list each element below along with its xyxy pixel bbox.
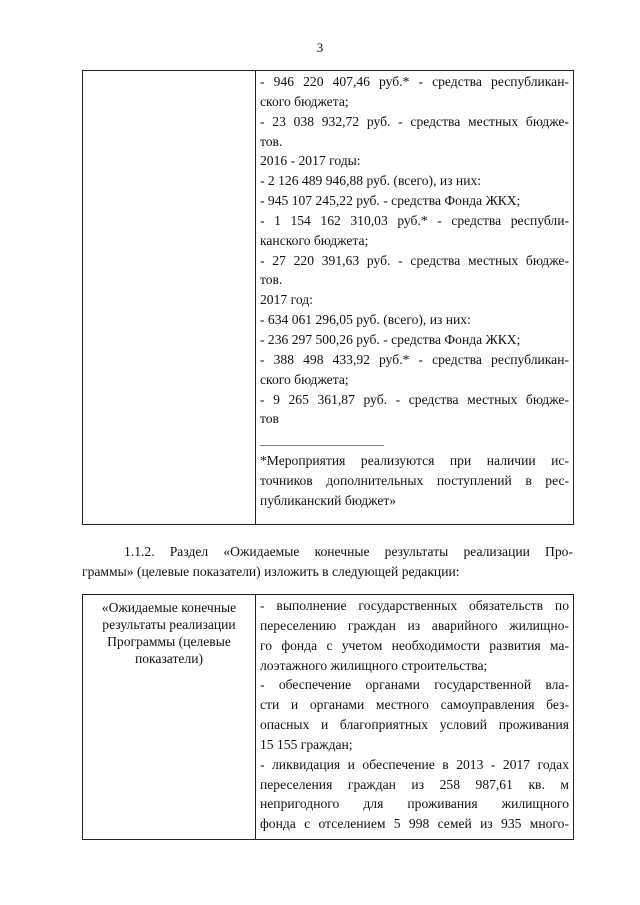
funding-line: - 634 061 296,05 руб. (всего), из них: xyxy=(260,312,471,328)
footnote xyxy=(256,450,573,511)
results-line: непригодного для проживания жилищного xyxy=(260,796,569,812)
section-title-line: «Ожидаемые конечные xyxy=(101,600,237,615)
footnote-line: публиканский бюджет» xyxy=(260,492,397,508)
footnote-line: *Мероприятия реализуются при наличии ис- xyxy=(260,453,569,469)
section-title-line: результаты реализации xyxy=(102,617,236,632)
paragraph-line: 1.1.2. Раздел «Ожидаемые конечные результаты реализации Про- xyxy=(124,544,573,559)
table-left-cell xyxy=(83,71,256,525)
funding-line: 2016 - 2017 годы: xyxy=(260,153,361,169)
funding-line: тов xyxy=(260,411,279,427)
paragraph-line: граммы» (целевые показатели) изложить в следующей редакции: xyxy=(82,564,460,579)
table-row xyxy=(83,595,574,840)
results-line: опасных и благоприятных условий проживания xyxy=(260,717,569,733)
results-line: переселению граждан из аварийного жилищно- xyxy=(260,617,569,633)
funding-line: - 23 038 932,72 руб. - средства местных бюдже- xyxy=(260,113,569,129)
funding-line: канского бюджета; xyxy=(260,232,369,248)
results-line: - обеспечение органами государственной вла- xyxy=(260,677,569,693)
results-line: сти и органами местного самоуправления без- xyxy=(260,697,569,713)
funding-line: - 388 498 433,92 руб.* - средства республикан- xyxy=(260,351,569,367)
funding-lines xyxy=(256,71,573,429)
funding-line: - 2 126 489 946,88 руб. (всего), из них: xyxy=(260,173,482,189)
funding-line: ского бюджета; xyxy=(260,93,349,109)
amendment-paragraph xyxy=(82,542,573,582)
funding-line: тов. xyxy=(260,133,283,149)
funding-line: - 9 265 361,87 руб. - средства местных бюдже- xyxy=(260,391,569,407)
program-funding-table xyxy=(82,70,574,525)
results-lines xyxy=(256,595,573,834)
funding-details-cell xyxy=(256,71,574,525)
expected-results-table xyxy=(82,594,574,840)
results-line: го фонда с учетом необходимости развития ма- xyxy=(260,637,569,653)
footnote-line: точников дополнительных поступлений в рес- xyxy=(260,473,569,489)
footnote-divider xyxy=(260,445,384,446)
results-line: переселения граждан из 258 987,61 кв. м xyxy=(260,776,569,792)
funding-line: - 945 107 245,22 руб. - средства Фонда ЖКХ; xyxy=(260,193,521,209)
results-line: - ликвидация и обеспечение в 2013 - 2017 годах xyxy=(260,756,569,772)
results-line: лоэтажного жилищного строительства; xyxy=(260,657,488,673)
results-line: - выполнение государственных обязательств по xyxy=(260,598,569,613)
results-line: 15 155 граждан; xyxy=(260,736,353,752)
section-title xyxy=(83,595,255,667)
page-number: 3 xyxy=(316,40,324,55)
funding-line: - 1 154 162 310,03 руб.* - средства республи- xyxy=(260,212,569,228)
expected-results-cell xyxy=(256,595,574,840)
funding-line: 2017 год: xyxy=(260,292,313,308)
results-line: фонда с отселением 5 998 семей из 935 много- xyxy=(260,816,569,832)
section-title-line: показатели) xyxy=(134,651,204,666)
funding-line: тов. xyxy=(260,272,283,288)
section-title-line: Программы (целевые xyxy=(107,634,231,649)
funding-line: - 946 220 407,46 руб.* - средства республикан- xyxy=(260,74,569,89)
section-title-cell xyxy=(83,595,256,840)
funding-line: - 27 220 391,63 руб. - средства местных бюдже- xyxy=(260,252,569,268)
funding-line: - 236 297 500,26 руб. - средства Фонда ЖКХ; xyxy=(260,331,521,347)
table-row xyxy=(83,71,574,525)
funding-line: ского бюджета; xyxy=(260,371,349,387)
